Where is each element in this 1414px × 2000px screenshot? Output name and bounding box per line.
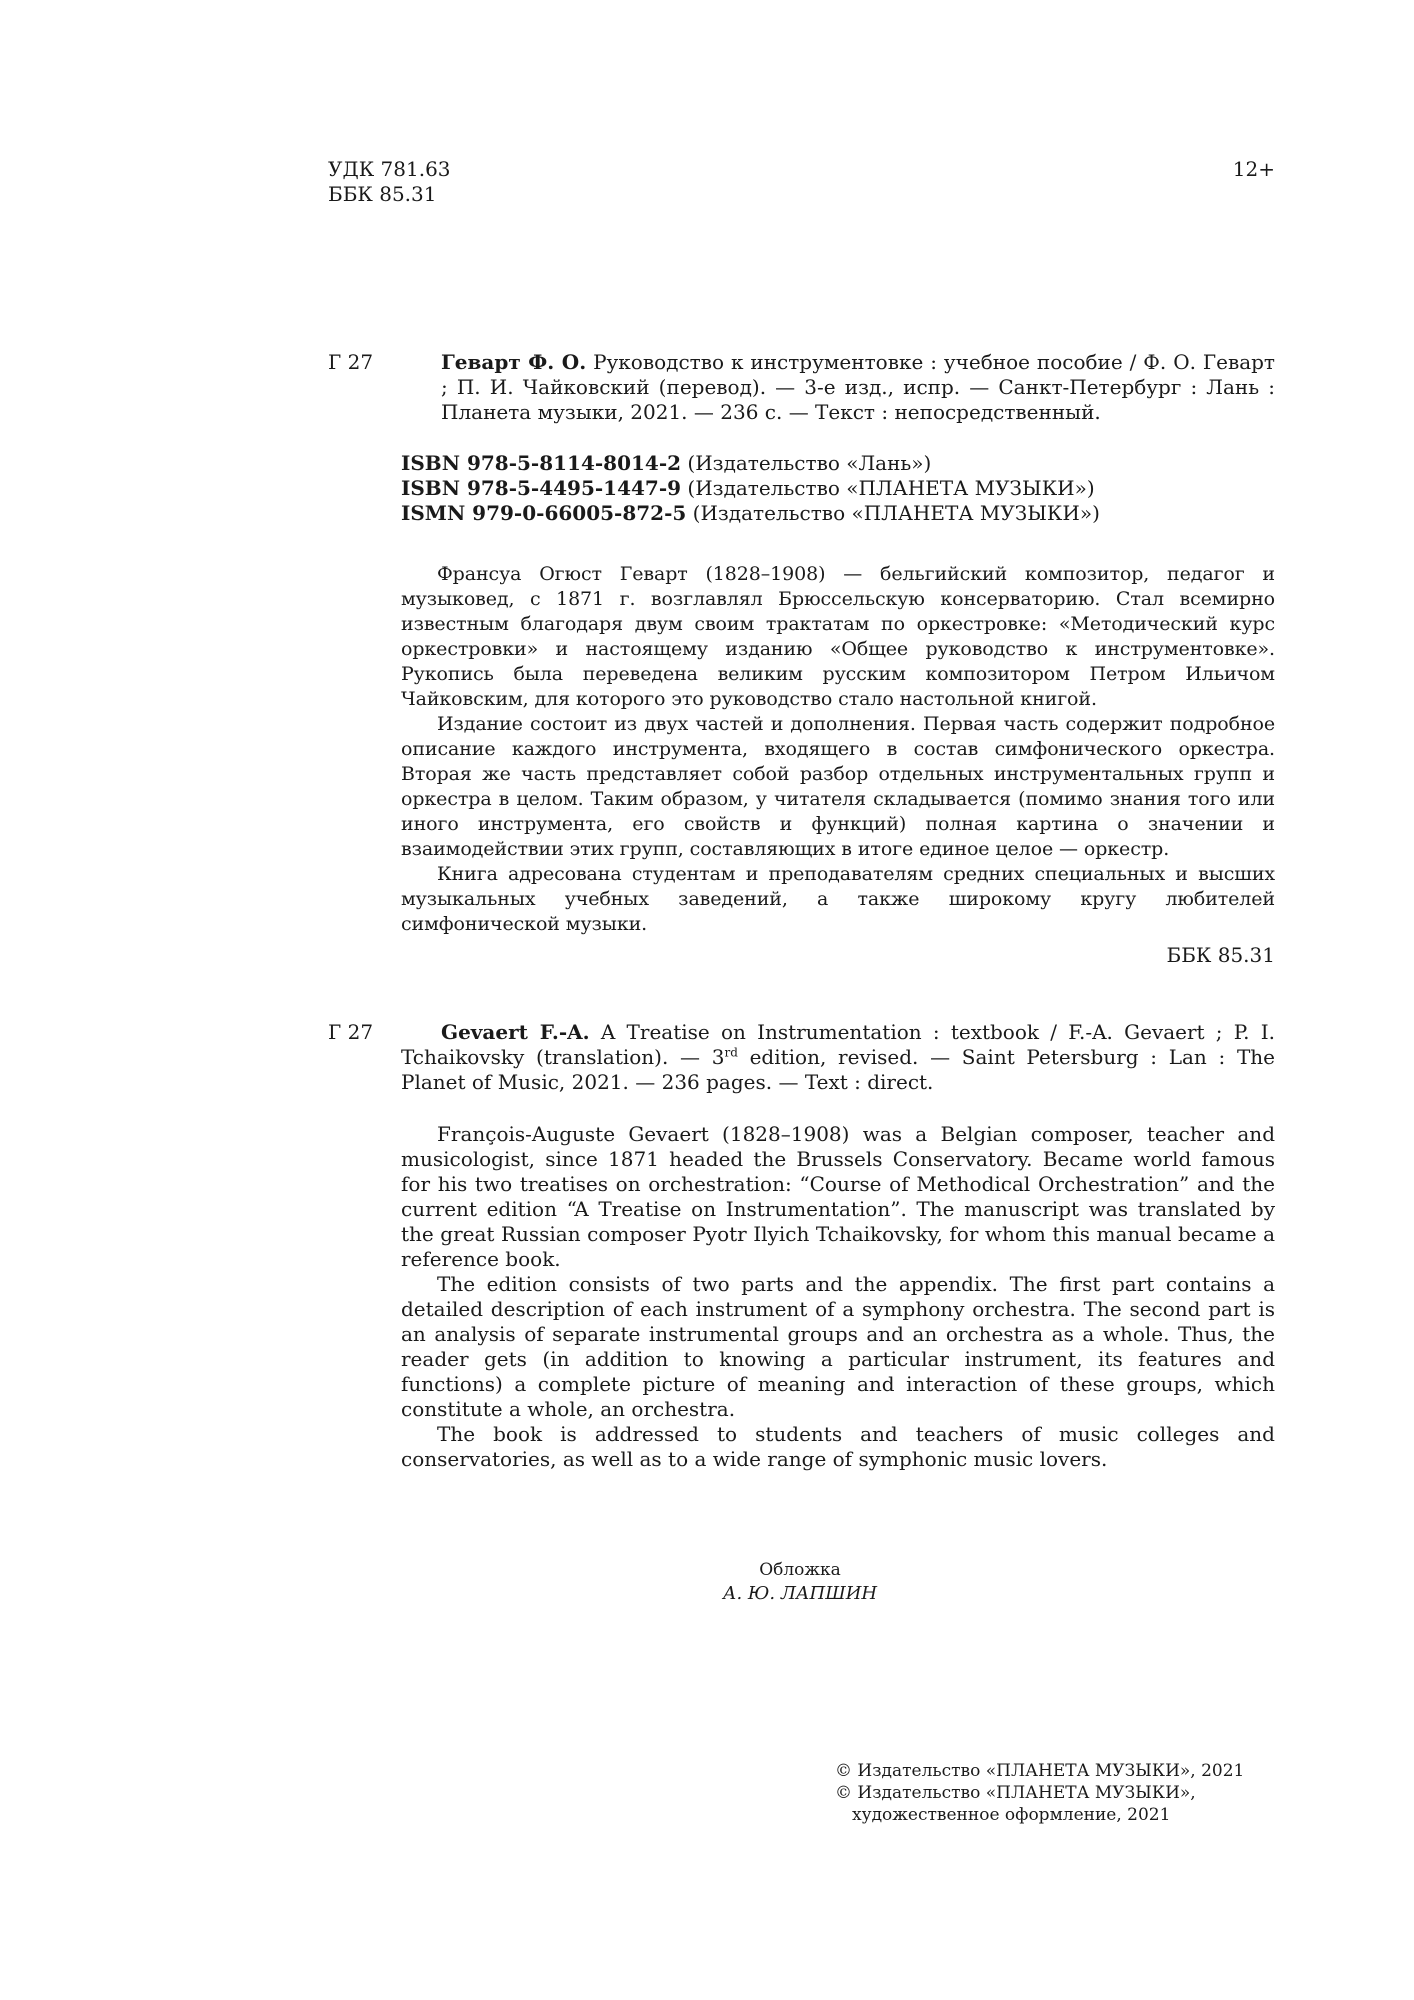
entry-author-ru: Геварт Ф. О. (441, 350, 587, 374)
classification-block (328, 157, 451, 207)
isbn-publisher: (Издательство «ПЛАНЕТА МУЗЫКИ») (686, 501, 1100, 525)
copyright-block (835, 1760, 1275, 1826)
isbn-publisher: (Издательство «ПЛАНЕТА МУЗЫКИ») (681, 476, 1095, 500)
cover-author: А. Ю. ЛАПШИН (722, 1583, 878, 1604)
entry-text-en: A Treatise on Instrumentation : textbook / F.-A. Gevaert ; P. I. Tchaikovsky (translation). — 3 (401, 1020, 1275, 1069)
age-rating: 12+ (1232, 157, 1275, 181)
isbn-publisher: (Издательство «Лань») (681, 451, 932, 475)
copyright-line: © Издательство «ПЛАНЕТА МУЗЫКИ», 2021 (835, 1761, 1245, 1781)
cover-label: Обложка (759, 1560, 841, 1580)
annotation-paragraph: Издание состоит из двух частей и дополнения. Первая часть содержит подробное описание каждого инструмента, входящего в состав симфонического оркестра. Вторая же часть представляет собой разбор отдельных инструментальных групп и оркестра в целом. Таким образом, у читателя складывается (помимо знания того или иного инструмента, его свойств и функций) полная картина о значении и взаимодействии этих групп, составляющих в итоге единое целое — оркестр. (401, 713, 1275, 860)
bbk-footer: ББК 85.31 (1166, 943, 1275, 967)
entry-code-en: Г 27 (328, 1020, 374, 1044)
annotation-en (401, 1122, 1275, 1472)
isbn-line (401, 476, 1281, 501)
udk-code: УДК 781.63 (328, 157, 451, 181)
bbk-code: ББК 85.31 (328, 182, 437, 206)
cover-credit (700, 1558, 900, 1606)
annotation-paragraph: The edition consists of two parts and the appendix. The first part contains a detailed description of each instrument of a symphony orchestra. The second part is an analysis of separate instrumental groups and an orchestra as a whole. Thus, the reader gets (in addition to knowing a particular instrument, its features and functions) a complete picture of meaning and interaction of these groups, which constitute a whole, an orchestra. (401, 1272, 1275, 1421)
isbn-line (401, 451, 1281, 476)
entry-text-ru: Руководство к инструментовке : учебное пособие / Ф. О. Геварт ; П. И. Чайковский (перевод). — 3-е изд., испр. — Санкт-Петербург : Лань : Планета музыки, 2021. — 236 с. — Текст : непосредственный. (441, 350, 1276, 424)
entry-author-en: Gevaert F.-A. (441, 1020, 590, 1044)
isbn-line (401, 501, 1281, 526)
entry-text-en-cont: edition, revised. — Saint Petersburg : Lan : The Planet of Music, 2021. — 236 pages. — Text : direct. (401, 1045, 1275, 1094)
annotation-paragraph: The book is addressed to students and teachers of music colleges and conservatories, as well as to a wide range of symphonic music lovers. (401, 1422, 1275, 1471)
annotation-paragraph: Франсуа Огюст Геварт (1828–1908) — бельгийский композитор, педагог и музыковед, с 1871 г. возглавлял Брюссельскую консерваторию. Стал всемирно известным благодаря двум своим трактатам по оркестровке: «Методический курс оркестровки» и настоящему изданию «Общее руководство к инструментовке». Рукопись была переведена великим русским композитором Петром Ильичом Чайковским, для которого это руководство стало настольной книгой. (401, 563, 1275, 710)
copyright-line: © Издательство «ПЛАНЕТА МУЗЫКИ», художественное оформление, 2021 (835, 1783, 1196, 1825)
entry-body-en (401, 1020, 1275, 1095)
entry-body-ru (441, 350, 1275, 425)
entry-code-ru: Г 27 (328, 350, 374, 374)
ordinal-suffix: rd (724, 1045, 738, 1060)
isbn-number: ISBN 978-5-4495-1447-9 (401, 476, 682, 500)
isbn-list (401, 451, 1281, 526)
annotation-paragraph: Книга адресована студентам и преподавателям средних специальных и высших музыкальных учебных заведений, а также широкому кругу любителей симфонической музыки. (401, 863, 1275, 935)
isbn-number: ISMN 979-0-66005-872-5 (401, 501, 687, 525)
annotation-ru (401, 562, 1275, 937)
annotation-paragraph: François-Auguste Gevaert (1828–1908) was a Belgian composer, teacher and musicologist, since 1871 headed the Brussels Conservatory. Became world famous for his two treatises on orchestration: “Course of Methodical Orchestration” and the current edition “A Treatise on Instrumentation”. The manuscript was translated by the great Russian composer Pyotr Ilyich Tchaikovsky, for whom this manual became a reference book. (401, 1122, 1275, 1271)
isbn-number: ISBN 978-5-8114-8014-2 (401, 451, 682, 475)
